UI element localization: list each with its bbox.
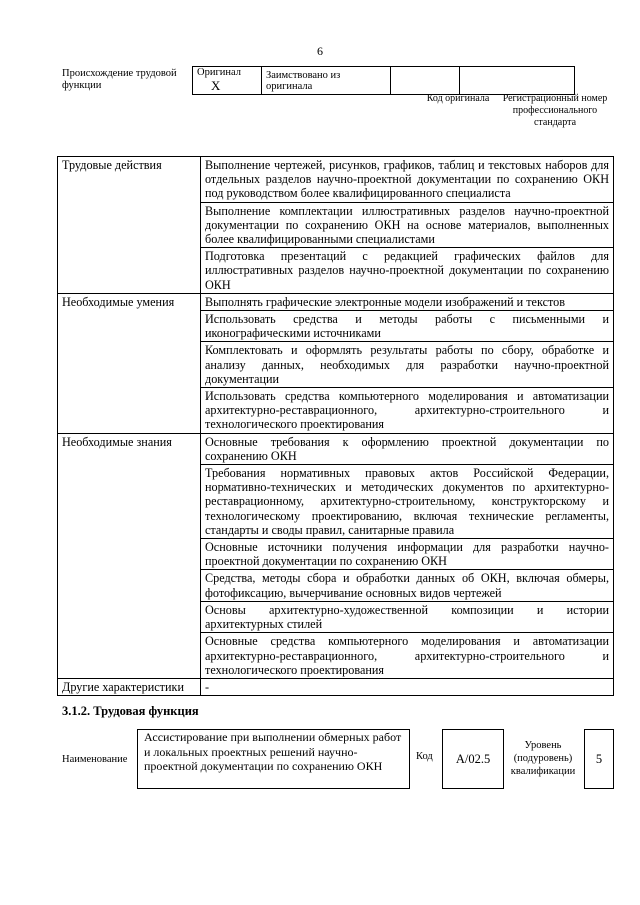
- code-label: Код: [416, 751, 433, 762]
- item-cell: Выполнение комплектации иллюстративных разделов научно-проектной документации по сохранению ОКН на основе материалов, выполненных более квалифицированными специалистами: [201, 202, 614, 248]
- level-value: 5: [584, 729, 614, 789]
- item-cell: Основы архитектурно-художественной композиции и истории архитектурных стилей: [201, 601, 614, 632]
- category-cell: Необходимые умения: [58, 293, 201, 433]
- code-original-label: Код оригинала: [426, 93, 490, 104]
- name-label: Наименование: [62, 754, 128, 765]
- item-cell: -: [201, 678, 614, 695]
- item-cell: Основные средства компьютерного моделирования и автоматизации архитектурно-реставрационного, архитектурно-строительного и технологического проектирования: [201, 633, 614, 679]
- table-row: [58, 157, 614, 203]
- item-cell: Основные требования к оформлению проектной документации по сохранению ОКН: [201, 433, 614, 464]
- code-cell: [391, 67, 460, 95]
- original-label-cell: [193, 67, 262, 95]
- table-row: [58, 433, 614, 464]
- borrowed-label: Заимствовано из оригинала: [262, 67, 391, 95]
- item-cell: Выполнение чертежей, рисунков, графиков, таблиц и текстовых наборов для отдельных разделов научно-проектной документации по сохранению ОКН под руководством более квалифицированного специалиста: [201, 157, 614, 203]
- original-label: Оригинал: [197, 67, 241, 78]
- origin-table: [192, 66, 575, 95]
- code-value: A/02.5: [442, 729, 504, 789]
- table-row: [58, 678, 614, 695]
- category-cell: Другие характеристики: [58, 678, 201, 695]
- page-number: 6: [317, 44, 323, 58]
- item-cell: Выполнять графические электронные модели изображений и текстов: [201, 293, 614, 310]
- category-cell: Трудовые действия: [58, 157, 201, 294]
- origin-label: Происхождение трудовой функции: [62, 68, 177, 91]
- item-cell: Основные источники получения информации для разработки научно-проектной документации по сохранению ОКН: [201, 539, 614, 570]
- function-heading: 3.1.2. Трудовая функция: [62, 704, 199, 718]
- item-cell: Средства, методы сбора и обработки данных об ОКН, включая обмеры, фотофиксацию, вычерчивание основных видов чертежей: [201, 570, 614, 601]
- category-cell: Необходимые знания: [58, 433, 201, 678]
- table-row: [58, 293, 614, 310]
- name-value: Ассистирование при выполнении обмерных работ и локальных проектных решений научно-проектной документации по сохранению ОКН: [137, 729, 410, 789]
- function-details-table: [57, 156, 614, 696]
- original-mark: X: [211, 78, 221, 93]
- item-cell: Комплектовать и оформлять результаты работы по сбору, обработке и анализу данных, необходимых для разработки научно-проектной документации: [201, 342, 614, 388]
- item-cell: Подготовка презентаций с редакцией графических файлов для иллюстративных разделов научно-проектной документации по сохранению ОКН: [201, 248, 614, 294]
- item-cell: Требования нормативных правовых актов Российской Федерации, нормативно-технических и методических документов по архитектурно-реставрационному, архитектурно-строительному, конструкторскому и технологическому проектированию, включая технические регламенты, стандарты и своды правил, санитарные правила: [201, 465, 614, 539]
- reg-cell: [460, 67, 575, 95]
- reg-number-label: Регистрационный номер профессионального стандарта: [502, 93, 608, 128]
- level-label: Уровень (подуровень) квалификации: [510, 740, 576, 777]
- item-cell: Использовать средства компьютерного моделирования и автоматизации архитектурно-реставрационного, архитектурно-строительного и технологического проектирования: [201, 388, 614, 434]
- item-cell: Использовать средства и методы работы с письменными и иконографическими источниками: [201, 311, 614, 342]
